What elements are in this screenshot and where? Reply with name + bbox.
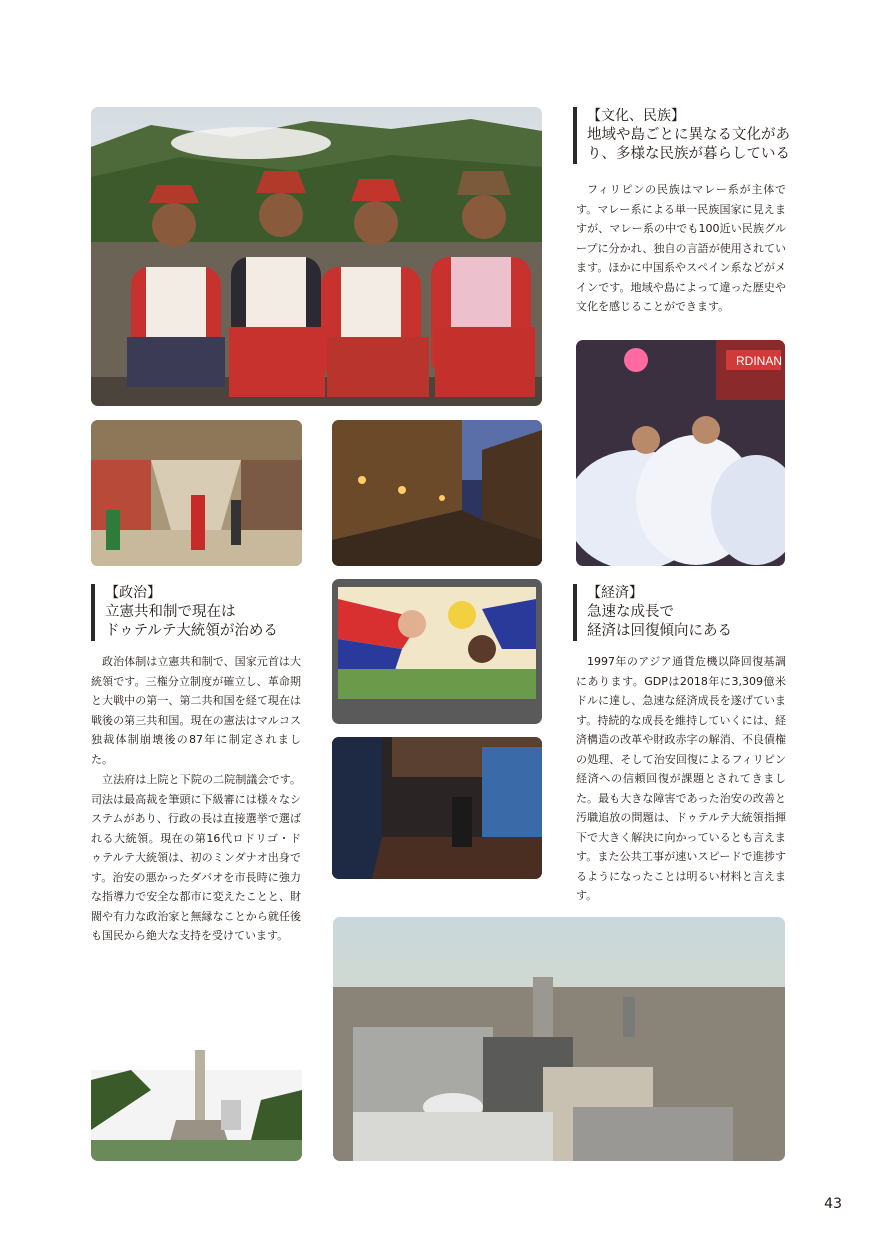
culture-title-line-2: り、多様な民族が暮らしている bbox=[587, 146, 790, 162]
culture-body: フィリピンの民族はマレー系が主体です。マレー系による単一民族国家に見えますが、マレー系の中でも100近い民族グループに分かれ、独自の言語が使用されています。ほかに中国系やスペイン系などがメインです。地域や島によって違った歴史や文化を感じることができます。 bbox=[576, 183, 786, 313]
politics-heading bbox=[91, 584, 320, 641]
photo-rizal-monument bbox=[91, 1010, 302, 1161]
economy-tag: 【経済】 bbox=[587, 585, 643, 601]
mural-sign-text: RDINAN bbox=[736, 354, 783, 368]
page-number: 43 bbox=[824, 1196, 842, 1212]
politics-title-line-2: ドゥテルテ大統領が治める bbox=[105, 623, 278, 639]
politics-body-1: 政治体制は立憲共和制で、国家元首は大統領です。三権分立制度が確立し、革命期と大戦中の第一、第二共和国を経て現在は戦後の第三共和国。現在の憲法はマルコス独裁体制崩壊後の87年に制定されました。 bbox=[91, 655, 301, 766]
politics-title-line-1: 立憲共和制で現在は bbox=[105, 604, 236, 620]
photo-ifugao-women bbox=[91, 107, 542, 406]
culture-heading bbox=[573, 107, 802, 164]
photo-vigan-street bbox=[332, 420, 542, 566]
politics-body-2: 立法府は上院と下院の二院制議会です。司法は最高裁を筆頭に下級審には様々なシステムがあり、行政の長は直接選挙で選ばれる大統領。現在の第16代ロドリゴ・ドゥテルテ大統領は、初のミンダナオ出身です。治安の悪かったダバオを市長時に強力な指導力で安全な都市に変えたことと、財閥や有力な政治家と無縁なことから就任後も国民から絶大な支持を受けています。 bbox=[91, 773, 301, 942]
culture-title-line-1: 地域や島ごとに異なる文化があ bbox=[587, 127, 790, 143]
economy-body: 1997年のアジア通貨危機以降回復基調にあります。GDPは2018年に3,309億米ドルに達し、急速な経済成長を遂げています。持続的な成長を維持していくには、経済構造の改革や財政赤字の解消、不良債権の処理、そして治安回復によるフィリピン経済への信頼回復が課題とされてきました。最も大きな障害であった治安の改善と汚職追放の問題は、ドゥテルテ大統領指揮下で大きく解決に向かっているとも言えます。また公共工事が速いスピードで進捗するようになったことは明るい材料と言えます。 bbox=[576, 655, 786, 902]
politics-tag: 【政治】 bbox=[105, 585, 161, 601]
economy-title-line-2: 経済は回復傾向にある bbox=[587, 623, 732, 639]
photo-duterte-mural bbox=[332, 579, 542, 724]
photo-market bbox=[91, 420, 302, 566]
economy-heading bbox=[573, 584, 802, 641]
economy-title-line-1: 急速な成長で bbox=[587, 604, 674, 620]
photo-museum-hall bbox=[332, 737, 542, 879]
photo-manila-skyline bbox=[333, 917, 785, 1161]
culture-tag: 【文化、民族】 bbox=[587, 108, 685, 124]
photo-festival-dancers bbox=[576, 340, 785, 566]
